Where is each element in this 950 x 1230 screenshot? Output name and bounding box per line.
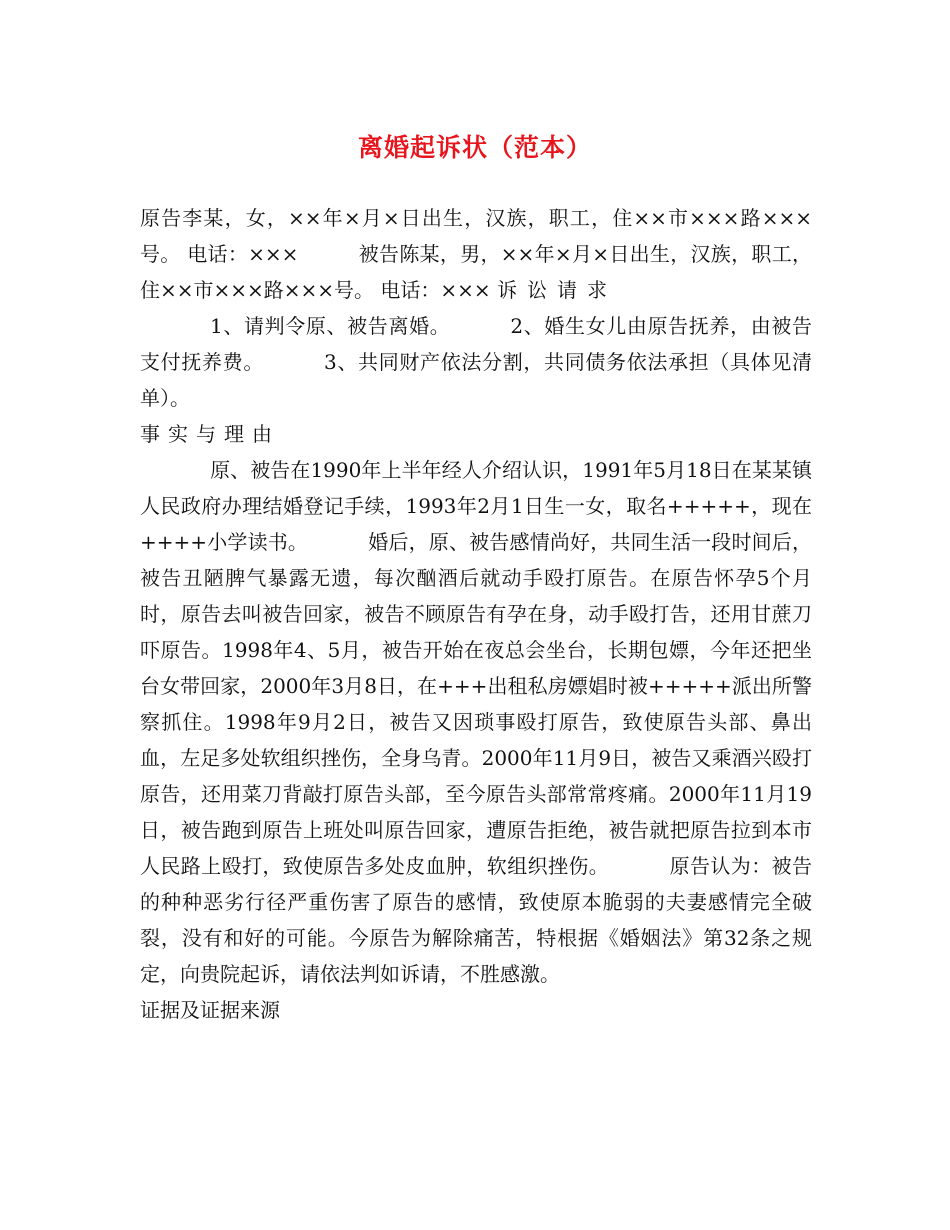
evidence-heading: 证据及证据来源 [140, 998, 280, 1022]
facts-paragraph [140, 452, 812, 992]
facts-part-1: 原、被告在1990年上半年经人介绍认识，1991年5月18日在某某镇人民政府办理结婚登记手续，1993年2月1日生一女，取名+++++，现在++++小学读书。 [140, 458, 812, 554]
claim-item-1: 1、请判令原、被告离婚。 [210, 314, 451, 338]
claim-item-2: 2、婚生女儿由原告抚养，由被告支付抚养费。 [140, 314, 812, 374]
document-title: 离婚起诉状（范本） [357, 133, 592, 162]
claims-paragraph [140, 308, 812, 416]
claim-item-3: 3、共同财产依法分割，共同债务依法承担（具体见清单）。 [140, 350, 813, 410]
facts-part-3: 原告认为：被告的种种恶劣行径严重伤害了原告的感情，致使原本脆弱的夫妻感情完全破裂，没有和好的可能。今原告为解除痛苦，特根据《婚姻法》第32条之规定，向贵院起诉，请依法判如诉请，不胜感激。 [140, 854, 813, 986]
claims-heading: 诉讼请求 [497, 278, 618, 302]
document-body [140, 200, 812, 1028]
plaintiff-info: 原告李某，女，××年×月×日出生，汉族，职工，住××市×××路×××号。 电话：××× [140, 206, 812, 266]
facts-part-2: 婚后，原、被告感情尚好，共同生活一段时间后，被告丑陋脾气暴露无遗，每次酗酒后就动手殴打原告。在原告怀孕5个月时，原告去叫被告回家，被告不顾原告有孕在身，动手殴打告，还用甘蔗刀吓原告。1998年4、5月，被告开始在夜总会坐台，长期包嫖，今年还把坐台女带回家，2000年3月8日，在+++出租私房嫖娼时被+++++派出所警察抓住。1998年9月2日，被告又因琐事殴打原告，致使原告头部、鼻出血，左足多处软组织挫伤，全身乌青。2000年11月9日，被告又乘酒兴殴打原告，还用菜刀背敲打原告头部，至今原告头部常常疼痛。2000年11月19日，被告跑到原告上班处叫原告回家，遭原告拒绝，被告就把原告拉到本市人民路上殴打，致使原告多处皮血肿，软组织挫伤。 [140, 530, 813, 878]
parties-paragraph [140, 200, 812, 308]
facts-heading: 事实与理由 [140, 422, 280, 446]
defendant-info: 被告陈某，男，××年×月×日出生，汉族，职工，住××市×××路×××号。 电话：××× [140, 242, 812, 302]
